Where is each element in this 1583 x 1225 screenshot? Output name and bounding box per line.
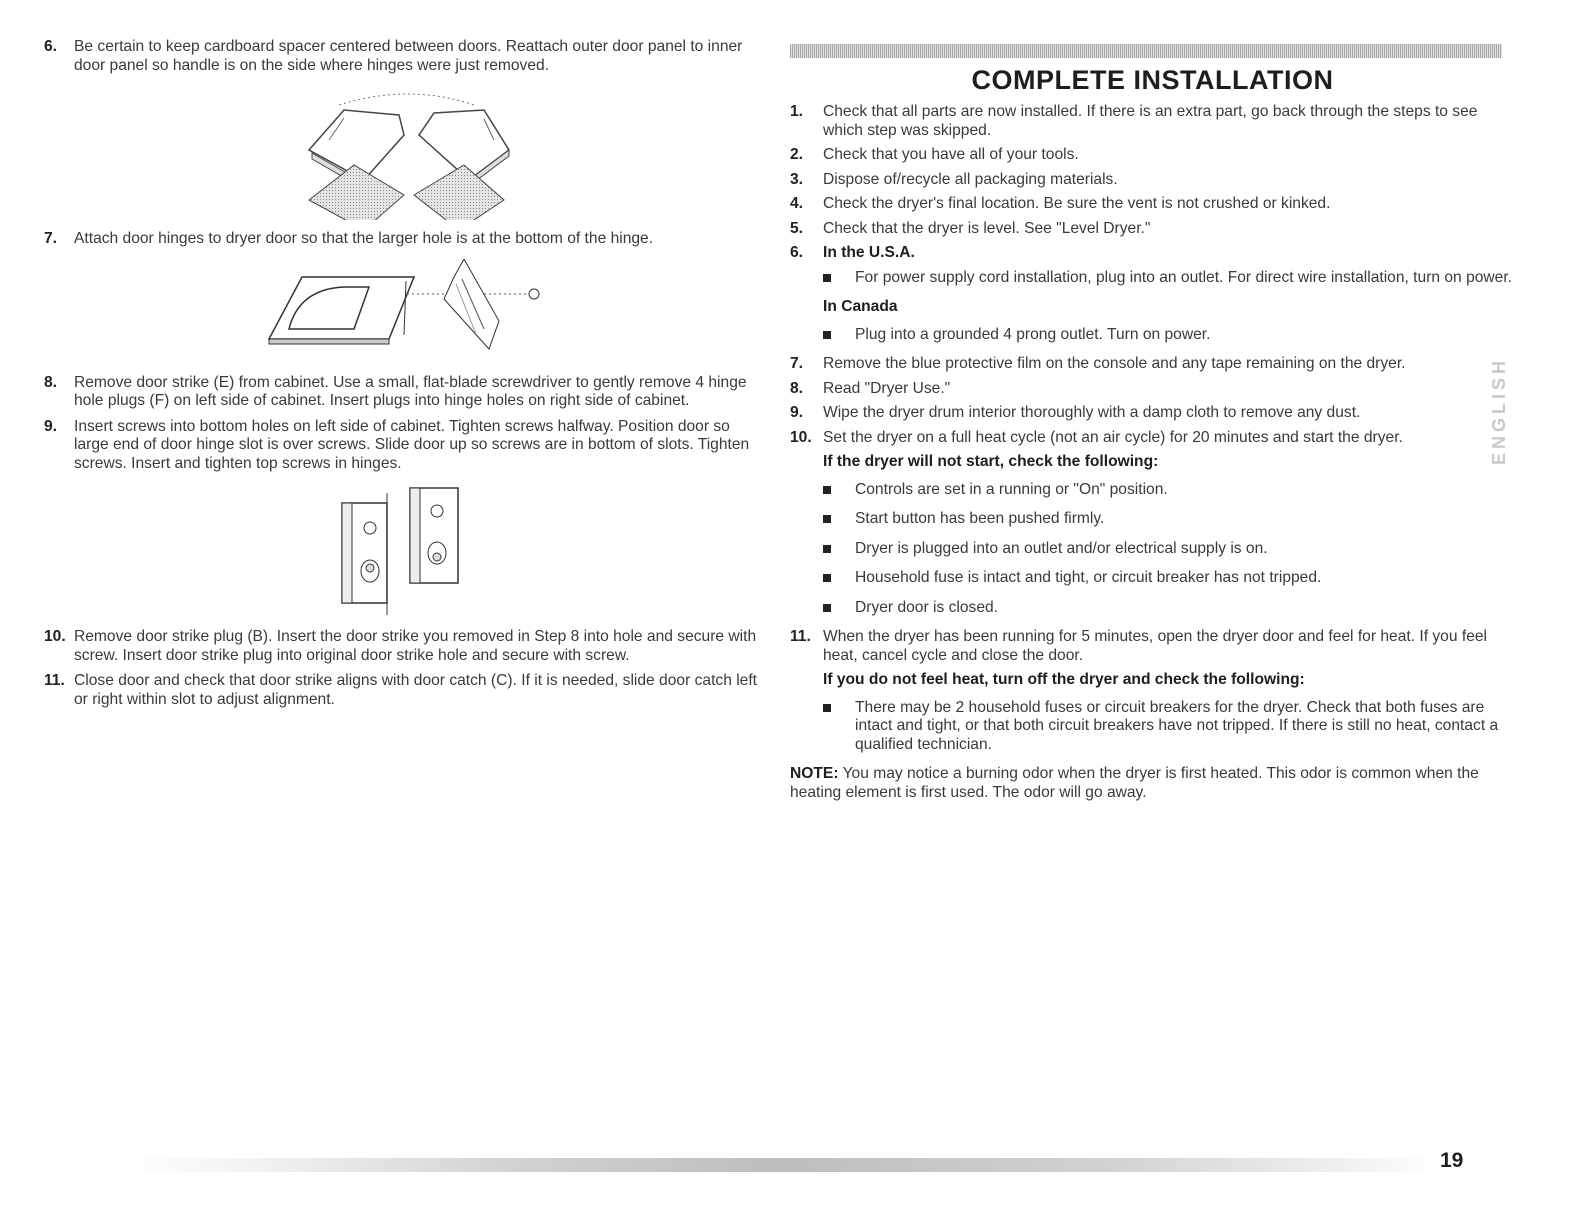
- section-heading: COMPLETE INSTALLATION: [971, 65, 1334, 95]
- page-number: 19: [1440, 1149, 1464, 1172]
- step-text: Remove door strike (E) from cabinet. Use a small, flat-blade screwdriver to gently remove 4 hinge hole plugs (F) on left side of cabinet. Insert plugs into hinge holes on right side of cabinet.: [74, 373, 747, 409]
- bullet-text: Controls are set in a running or "On" position.: [855, 480, 1168, 498]
- canada-bullet: [823, 326, 1515, 345]
- step-text: Read "Dryer Use.": [823, 379, 951, 397]
- note: [790, 765, 1515, 802]
- step-text: Check that all parts are now installed. If there is an extra part, go back through the steps to see which step was skipped.: [823, 103, 1478, 139]
- usa-bullet: [823, 269, 1515, 288]
- step-text: Attach door hinges to dryer door so that the larger hole is at the bottom of the hinge.: [74, 230, 654, 247]
- note-label: NOTE:: [790, 765, 839, 782]
- step-number: 9.: [790, 404, 804, 421]
- bullet-icon: [823, 269, 855, 288]
- step-6: [790, 244, 1515, 263]
- bullet-icon: [823, 481, 855, 500]
- step-number: 8.: [790, 379, 804, 397]
- step-number: 4.: [790, 195, 804, 212]
- canada-label: In Canada: [823, 298, 898, 315]
- step-5: [790, 220, 1515, 239]
- step-6: [44, 38, 759, 75]
- step-text: Remove the blue protective film on the console and any tape remaining on the dryer.: [823, 355, 1406, 372]
- step-text: Remove door strike plug (B). Insert the door strike you removed in Step 8 into hole and secure with screw. Insert door strike plug into original door strike hole and secure with screw.: [74, 628, 757, 664]
- bullet-icon: [823, 510, 855, 529]
- step-text: Check that the dryer is level. See "Level Dryer.": [823, 219, 1151, 237]
- step-8: [44, 374, 759, 411]
- right-column: [790, 44, 1515, 802]
- step-number: 6.: [790, 244, 804, 261]
- step-number: 5.: [790, 219, 804, 237]
- step-number: 10.: [44, 628, 66, 645]
- step-number: 11.: [44, 672, 65, 689]
- step-9: [790, 404, 1515, 423]
- bullet-text: For power supply cord installation, plug into an outlet. For direct wire installation, turn on power.: [855, 268, 1513, 286]
- step-text: Dispose of/recycle all packaging materials.: [823, 170, 1118, 188]
- step-2: [790, 146, 1515, 165]
- step-number: 9.: [44, 417, 58, 435]
- list-item: [823, 599, 1515, 618]
- step-number: 2.: [790, 146, 804, 163]
- bullet-text: Start button has been pushed firmly.: [855, 510, 1105, 527]
- step-10: [790, 429, 1515, 448]
- step-number: 10.: [790, 428, 812, 446]
- list-item: [823, 510, 1515, 529]
- step-11: [790, 628, 1515, 665]
- note-text: You may notice a burning odor when the dryer is first heated. This odor is common when the heating element is first used. The odor will go away.: [790, 765, 1479, 801]
- step-number: 1.: [790, 103, 804, 120]
- bullet-text: Household fuse is intact and tight, or circuit breaker has not tripped.: [855, 569, 1322, 586]
- step-11: [44, 672, 759, 709]
- no-heat-label: If you do not feel heat, turn off the dryer and check the following:: [823, 671, 1305, 688]
- left-column: [44, 38, 759, 716]
- step-text: When the dryer has been running for 5 minutes, open the dryer door and feel for heat. If you feel heat, cancel cycle and close the door.: [823, 628, 1488, 664]
- step-text: Wipe the dryer drum interior thoroughly with a damp cloth to remove any dust.: [823, 404, 1361, 421]
- no-start-label: If the dryer will not start, check the following:: [823, 453, 1159, 470]
- list-item: [823, 569, 1515, 588]
- door-panel-illustration: [44, 85, 759, 220]
- list-item: [823, 481, 1515, 500]
- step-3: [790, 171, 1515, 190]
- step-text: Be certain to keep cardboard spacer centered between doors. Reattach outer door panel to inner door panel so handle is on the side where hinges were just removed.: [74, 38, 743, 74]
- bullet-icon: [823, 569, 855, 588]
- door-hinge-illustration: [44, 259, 759, 364]
- step-text: Close door and check that door strike aligns with door catch (C). If it is needed, slide door catch left or right within slot to adjust alignment.: [74, 672, 758, 708]
- step-8: [790, 380, 1515, 399]
- section-header-bar: [790, 44, 1502, 58]
- usa-label: In the U.S.A.: [823, 244, 915, 261]
- step-text: Check the dryer's final location. Be sure the vent is not crushed or kinked.: [823, 195, 1331, 212]
- bullet-icon: [823, 599, 855, 618]
- footer-bar: [120, 1158, 1438, 1172]
- language-tab: ENGLISH: [1489, 357, 1509, 466]
- step-text: Insert screws into bottom holes on left side of cabinet. Tighten screws halfway. Position door so large end of door hinge slot is over screws. Slide door up so screws are in bottom of slots. Tighten screws. Insert and tighten top screws in hinges.: [74, 417, 750, 472]
- bullet-text: There may be 2 household fuses or circuit breakers for the dryer. Check that both fuses are intact and tight, or that both circuit breakers have not tripped. If there is still no heat, contact a qualified technician.: [855, 698, 1499, 753]
- bullet-icon: [823, 699, 855, 755]
- cabinet-hinge-illustration: [44, 483, 759, 618]
- step-number: 11.: [790, 628, 811, 645]
- step-7: [44, 230, 759, 249]
- step-number: 3.: [790, 170, 804, 188]
- step-7: [790, 355, 1515, 374]
- bullet-icon: [823, 540, 855, 559]
- list-item: [823, 699, 1515, 755]
- step-9: [44, 418, 759, 474]
- step-1: [790, 103, 1515, 140]
- bullet-text: Plug into a grounded 4 prong outlet. Turn on power.: [855, 325, 1211, 343]
- step-number: 8.: [44, 373, 58, 391]
- list-item: [823, 540, 1515, 559]
- step-number: 7.: [44, 230, 58, 247]
- step-number: 6.: [44, 38, 58, 55]
- bullet-icon: [823, 326, 855, 345]
- step-text: Set the dryer on a full heat cycle (not an air cycle) for 20 minutes and start the dryer.: [823, 428, 1403, 446]
- step-number: 7.: [790, 355, 804, 372]
- bullet-text: Dryer is plugged into an outlet and/or electrical supply is on.: [855, 539, 1268, 557]
- step-text: Check that you have all of your tools.: [823, 146, 1079, 163]
- step-10: [44, 628, 759, 665]
- bullet-text: Dryer door is closed.: [855, 598, 998, 616]
- step-4: [790, 195, 1515, 214]
